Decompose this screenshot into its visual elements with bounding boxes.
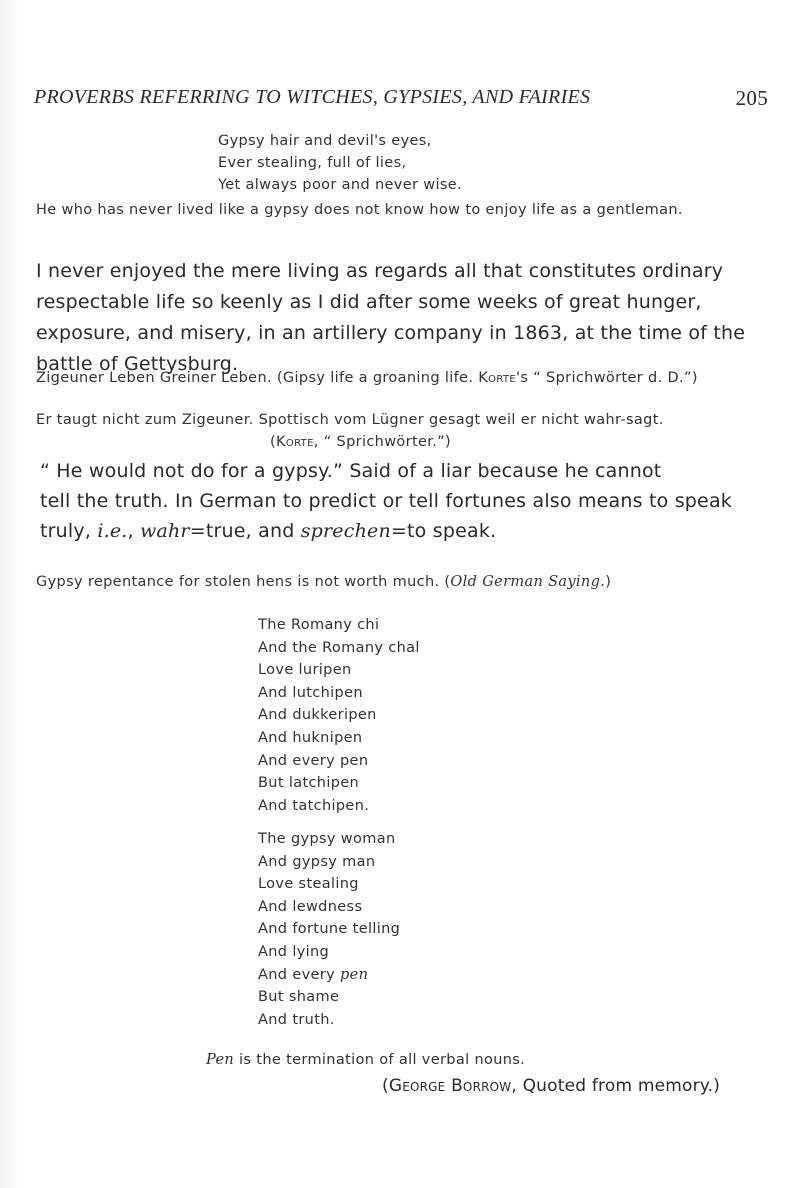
poem-line: And truth. — [258, 1011, 335, 1028]
poem-line: The Romany chi — [258, 617, 380, 633]
italic-term: pen — [340, 966, 369, 983]
proverb-repentance — [36, 574, 611, 590]
poem-line: And gypsy man — [258, 853, 376, 870]
poem-line: And dukkeripen — [258, 707, 377, 724]
paragraph-line: tell the truth. In German to predict or tell fortunes also means to speak — [40, 490, 732, 512]
page-edge-shadow — [0, 0, 18, 1188]
citation-open: ( — [270, 434, 277, 450]
poem-line: Yet always poor and never wise. — [218, 177, 462, 193]
paragraph-line: I never enjoyed the mere living as regards all that constitutes ordinary — [36, 260, 724, 282]
poem-line: And lutchipen — [258, 684, 363, 701]
author-name: Korte — [478, 370, 517, 386]
poem-line: And lewdness — [258, 898, 363, 915]
paragraph-line: exposure, and misery, in an artillery company in 1863, at the time of the — [36, 322, 746, 344]
citation-rest: , Quoted from memory.) — [511, 1076, 721, 1096]
poem-line: And lying — [258, 943, 330, 960]
poem-line: Ever stealing, full of lies, — [218, 155, 407, 171]
paragraph-line — [40, 516, 732, 546]
poem-line: And every pen — [258, 752, 369, 769]
poem-line: And huknipen — [258, 729, 363, 746]
note-pen-termination — [206, 1052, 525, 1068]
proverb-gentleman: He who has never lived like a gypsy does not know how to enjoy life as a gentleman. — [36, 202, 683, 218]
poem-romany-chi — [258, 614, 420, 817]
header-title: PROVERBS REFERRING TO WITCHES, GYPSIES, AND FAIRIES — [34, 86, 591, 108]
italic-term: wahr — [140, 520, 190, 542]
citation-rest: , “ Sprichwörter.”) — [313, 434, 452, 450]
poem-line: And the Romany chal — [258, 639, 420, 656]
poem-line — [258, 964, 400, 987]
poem-line: Gypsy hair and devil's eyes, — [218, 133, 432, 149]
poem-line: But latchipen — [258, 775, 360, 792]
text-run: , — [127, 520, 140, 542]
note-text: is the termination of all verbal nouns. — [234, 1052, 526, 1068]
citation-close: ) — [605, 574, 612, 590]
citation-borrow — [382, 1076, 720, 1096]
citation-open: ( — [382, 1076, 389, 1096]
poem-gypsy-hair — [218, 130, 462, 196]
proverb-zigeuner-leben — [36, 370, 698, 386]
author-name: George Borrow — [388, 1076, 512, 1096]
italic-term: i.e. — [97, 520, 128, 542]
poem-line: And fortune telling — [258, 921, 401, 938]
poem-gypsy-woman — [258, 828, 400, 1031]
citation-korte — [270, 434, 451, 450]
page-number: 205 — [735, 86, 768, 110]
text-run: =true, and — [189, 520, 301, 542]
source-citation: 's “ Sprichwörter d. D.”) — [516, 370, 698, 386]
paragraph-line: respectable life so keenly as I did after some weeks of great hunger, — [36, 291, 702, 313]
paragraph-liar — [40, 456, 732, 546]
text-run: =to speak. — [390, 520, 497, 542]
author-name: Korte — [276, 434, 314, 450]
poem-line: But shame — [258, 989, 340, 1006]
proverb-text: Zigeuner Leben Greiner Leben. (Gipsy life a groaning life. — [36, 370, 479, 386]
poem-line: And tatchipen. — [258, 797, 370, 814]
poem-line: Love stealing — [258, 876, 359, 893]
poem-line: Love luripen — [258, 662, 352, 679]
italic-term: sprechen — [300, 520, 391, 542]
italic-term: Pen — [206, 1052, 235, 1068]
poem-line: The gypsy woman — [258, 831, 396, 847]
poem-text: And every — [258, 966, 336, 983]
text-run: truly, — [40, 520, 98, 542]
proverb-taugt-nicht: Er taugt nicht zum Zigeuner. Spottisch vom Lügner gesagt weil er nicht wahr-sagt. — [36, 412, 664, 428]
source-citation: Old German Saying. — [450, 574, 606, 590]
paragraph-line: battle of Gettysburg. — [36, 353, 239, 375]
paragraph-line: “ He would not do for a gypsy.” Said of a liar because he cannot — [40, 460, 662, 482]
paragraph-gettysburg — [36, 256, 745, 380]
proverb-text: Gypsy repentance for stolen hens is not worth much. ( — [36, 574, 451, 590]
running-header — [34, 86, 768, 109]
